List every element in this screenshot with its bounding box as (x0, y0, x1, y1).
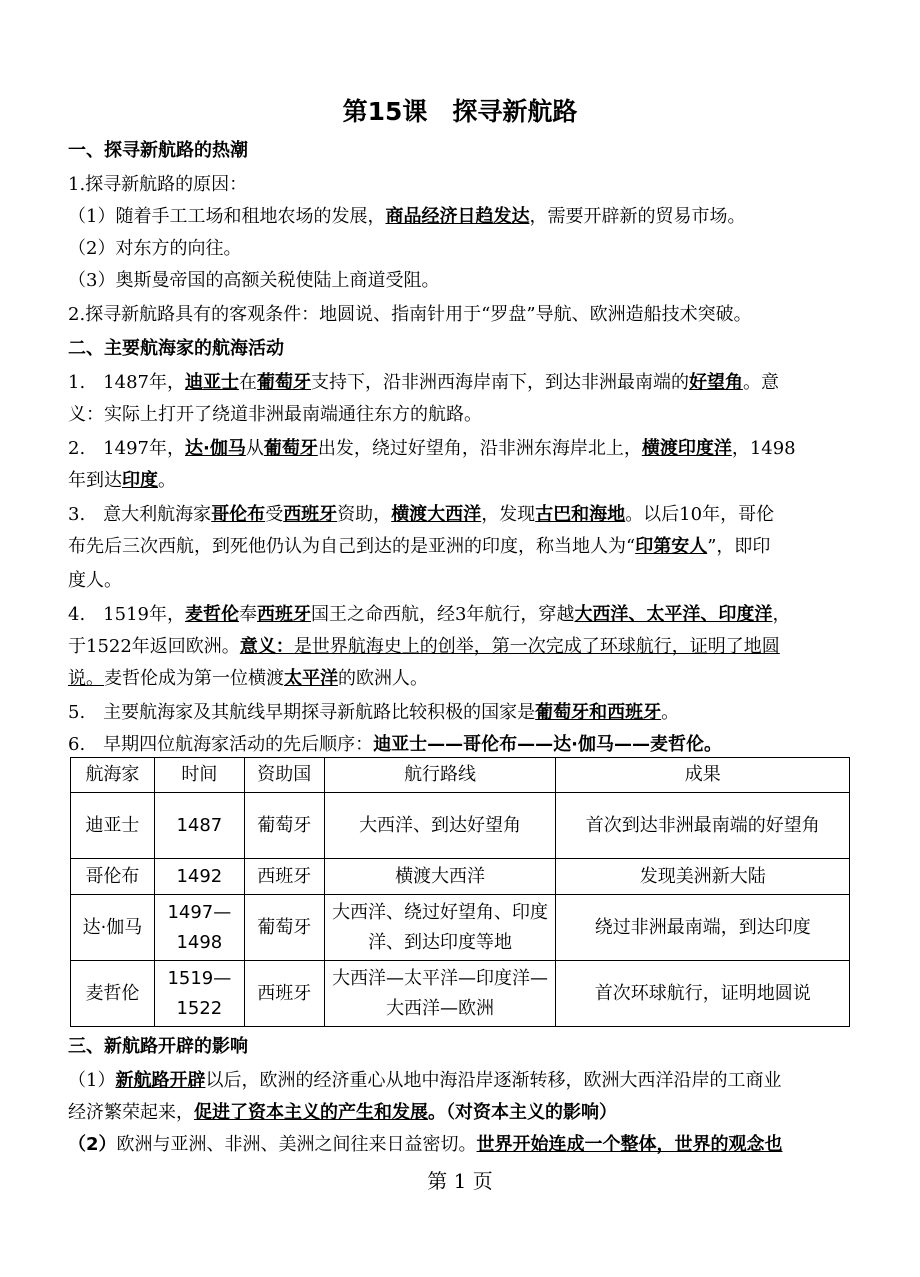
table-cell: 葡萄牙 (244, 895, 324, 961)
column-header: 成果 (556, 758, 850, 793)
text: 3. 意大利航海家 (68, 504, 212, 525)
table-cell: 迪亚士 (71, 793, 155, 859)
key-term: 太平洋 (284, 668, 338, 689)
table-cell: 1487 (154, 793, 244, 859)
paragraph (68, 464, 860, 498)
text: 。以后10年，哥伦 (625, 504, 775, 525)
text: 国王之命西航，经3年航行，穿越 (310, 604, 575, 625)
text: 说。 (68, 668, 104, 689)
paragraph (68, 630, 860, 664)
text: 2. 1497年， (68, 438, 185, 459)
paragraph (68, 696, 860, 730)
table-cell: 大西洋、绕过好望角、印度洋、到达印度等地 (324, 895, 556, 961)
text: 资助， (337, 504, 392, 525)
text: 从 (245, 438, 264, 459)
paragraph: 义：实际上打开了绕道非洲最南端通往东方的航路。 (68, 404, 482, 425)
text: 的欧洲人。 (338, 668, 428, 689)
text: 奉 (238, 604, 257, 625)
key-term: 西班牙 (283, 504, 338, 525)
section-heading-3: 三、新航路开辟的影响 (68, 1036, 248, 1057)
text: ， (772, 604, 791, 625)
table-cell: 大西洋—太平洋—印度洋—大西洋—欧洲 (324, 961, 556, 1027)
text: 6. 早期四位航海家活动的先后顺序： (68, 734, 374, 755)
key-term: 新航路开辟 (115, 1070, 206, 1091)
text: 5. 主要航海家及其航线早期探寻新航路比较积极的国家是 (68, 702, 536, 723)
table-cell: 1497—1498 (154, 895, 244, 961)
key-term: 印第安人 (635, 536, 708, 557)
key-term: 商品经济日趋发达 (385, 206, 530, 227)
paragraph (68, 1128, 860, 1162)
table-cell: 发现美洲新大陆 (556, 859, 850, 895)
text: 以后，欧洲的经济重心从地中海沿岸逐渐转移，欧洲大西洋沿岸的工商业 (205, 1070, 782, 1091)
paragraph (68, 1064, 860, 1098)
paragraph: 1.探寻新航路的原因： (68, 174, 248, 195)
page-number: 第 1 页 (427, 1169, 493, 1193)
paragraph (68, 598, 860, 632)
text: 。 (661, 702, 680, 723)
paragraph: （2）对东方的向往。 (68, 238, 242, 259)
paragraph (68, 498, 860, 532)
section-heading-2: 二、主要航海家的航海活动 (68, 338, 284, 359)
paragraph (68, 432, 860, 466)
text: 经济繁荣起来， (68, 1102, 194, 1123)
key-term: 哥伦布 (211, 504, 266, 525)
paragraph (68, 662, 860, 696)
key-term: 大西洋、太平洋、印度洋 (574, 604, 773, 625)
key-term: 横渡大西洋 (391, 504, 482, 525)
text: 。 (158, 470, 176, 491)
text: 在 (238, 372, 257, 393)
key-term: 横渡印度洋 (641, 438, 732, 459)
key-term: 。（对资本主义的影响） (428, 1102, 617, 1123)
key-term: 迪亚士——哥伦布——达·伽马——麦哲伦。 (373, 734, 723, 755)
key-term: 印度 (122, 470, 158, 491)
key-term: 世界开始连成一个整体，世界的观念也 (476, 1134, 783, 1155)
paragraph (68, 530, 860, 564)
section-heading-1: 一、探寻新航路的热潮 (68, 140, 248, 161)
table-cell: 横渡大西洋 (324, 859, 556, 895)
column-header: 航海家 (71, 758, 155, 793)
key-term: 古巴和海地 (535, 504, 626, 525)
key-term: （2） (68, 1134, 117, 1155)
key-term: 迪亚士 (184, 372, 239, 393)
table-cell: 麦哲伦 (71, 961, 155, 1027)
text: （1） (68, 1070, 116, 1091)
text: ，1498 (731, 438, 796, 459)
table-row (71, 793, 850, 859)
key-term: 西班牙 (256, 604, 311, 625)
table-cell: 1492 (154, 859, 244, 895)
key-term: 葡萄牙和西班牙 (535, 702, 662, 723)
paragraph (68, 1096, 860, 1130)
paragraph: 2.探寻新航路具有的客观条件：地圆说、指南针用于“罗盘”导航、欧洲造船技术突破。 (68, 304, 752, 325)
table-cell: 首次到达非洲最南端的好望角 (556, 793, 850, 859)
paragraph (68, 200, 860, 234)
text: 受 (265, 504, 284, 525)
key-term: 达·伽马 (184, 438, 246, 459)
text: 年到达 (68, 470, 122, 491)
table-header-row (71, 758, 850, 793)
text: 支持下，沿非洲西海岸南下，到达非洲最南端的 (310, 372, 689, 393)
key-term: 好望角 (688, 372, 743, 393)
column-header: 资助国 (244, 758, 324, 793)
key-term: 麦哲伦 (184, 604, 239, 625)
key-term: 促进了资本主义的产生和发展 (194, 1102, 428, 1123)
table-cell: 哥伦布 (71, 859, 155, 895)
table-cell: 西班牙 (244, 859, 324, 895)
text: 。意 (742, 372, 779, 393)
text: 是世界航海史上的创举，第一次完成了环球航行，证明了地圆 (293, 636, 780, 657)
text: 欧洲与亚洲、非洲、美洲之间往来日益密切。 (116, 1134, 477, 1155)
table-row (71, 961, 850, 1027)
table-cell: 首次环球航行，证明地圆说 (556, 961, 850, 1027)
text: 出发，绕过好望角，沿非洲东海岸北上， (317, 438, 642, 459)
table-cell: 达·伽马 (71, 895, 155, 961)
table-cell: 葡萄牙 (244, 793, 324, 859)
table-cell: 绕过非洲最南端，到达印度 (556, 895, 850, 961)
table-cell: 大西洋、到达好望角 (324, 793, 556, 859)
text: ，需要开辟新的贸易市场。 (529, 206, 746, 227)
table-row (71, 859, 850, 895)
text: 于1522年返回欧洲。 (68, 636, 240, 657)
key-term: 葡萄牙 (256, 372, 311, 393)
text: 麦哲伦成为第一位横渡 (104, 668, 284, 689)
paragraph: 度人。 (68, 570, 122, 591)
table-cell: 西班牙 (244, 961, 324, 1027)
text: ，发现 (481, 504, 536, 525)
table-cell: 1519—1522 (154, 961, 244, 1027)
column-header: 时间 (154, 758, 244, 793)
text: ”，即印 (707, 536, 771, 557)
column-header: 航行路线 (324, 758, 556, 793)
table-row (71, 895, 850, 961)
page-title: 第15课 探寻新航路 (342, 97, 578, 126)
text: 4. 1519年， (68, 604, 185, 625)
text: （1）随着手工工场和租地农场的发展， (68, 206, 386, 227)
voyages-table (70, 757, 850, 1027)
paragraph: （3）奥斯曼帝国的高额关税使陆上商道受阻。 (68, 270, 440, 291)
text: 1. 1487年， (68, 372, 185, 393)
paragraph (68, 366, 860, 400)
key-term: 意义： (239, 636, 294, 657)
key-term: 葡萄牙 (263, 438, 318, 459)
text: 布先后三次西航，到死他仍认为自己到达的是亚洲的印度，称当地人为“ (68, 536, 636, 557)
